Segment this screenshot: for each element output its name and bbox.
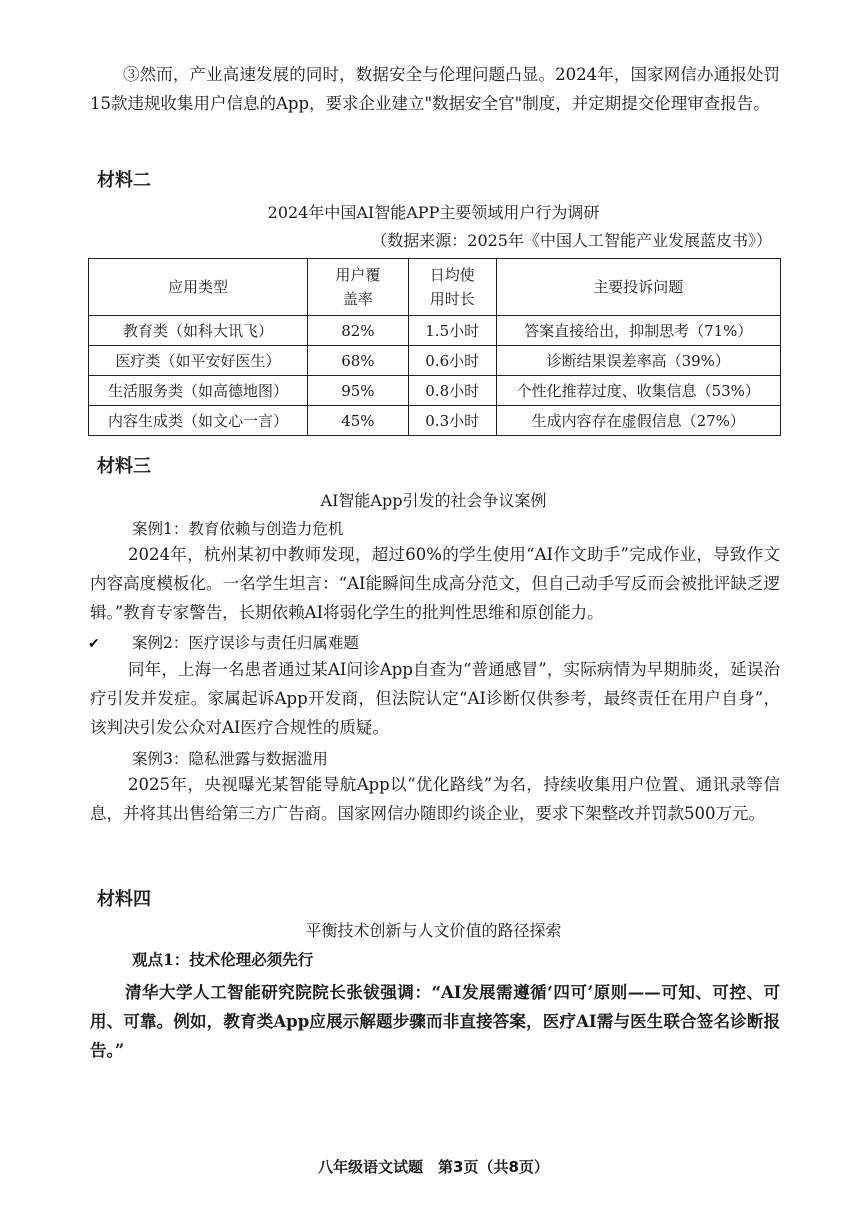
cell-daily-usage: 0.3小时 <box>408 406 496 436</box>
cell-app-type: 生活服务类（如高德地图） <box>89 376 308 406</box>
cell-coverage: 82% <box>307 316 408 346</box>
check-mark-icon: ✔ <box>88 636 100 652</box>
table-row <box>89 376 781 406</box>
cell-complaints: 答案直接给出，抑制思考（71%） <box>496 316 780 346</box>
survey-table <box>88 258 781 436</box>
header-coverage <box>307 259 408 316</box>
cell-complaints: 个性化推荐过度、收集信息（53%） <box>496 376 780 406</box>
table-row <box>89 406 781 436</box>
material2-data-source: （数据来源：2025年《中国人工智能产业发展蓝皮书》） <box>371 231 772 250</box>
case1-text: 2024年，杭州某初中教师发现，超过60%的学生使用“AI作文助手”完成作业，导致作文内容高度模板化。一名学生坦言：“AI能瞬间生成高分范文，但自己动手写反而会被批评缺乏逻辑。”教育专家警告，长期依赖AI将弱化学生的批判性思维和原创能力。 <box>90 545 780 622</box>
view1-text: 清华大学人工智能研究院院长张钹强调：“AI发展需遵循‘四可’原则——可知、可控、可用、可靠。例如，教育类App应展示解题步骤而非直接答案，医疗AI需与医生联合签名诊断报告。” <box>90 983 780 1060</box>
material2-heading: 材料二 <box>97 170 151 191</box>
table-row <box>89 346 781 376</box>
case2-title: 案例2：医疗误诊与责任归属难题 <box>132 634 359 652</box>
material4-heading: 材料四 <box>97 889 151 910</box>
cell-app-type: 内容生成类（如文心一言） <box>89 406 308 436</box>
cell-daily-usage: 1.5小时 <box>408 316 496 346</box>
cell-daily-usage: 0.6小时 <box>408 346 496 376</box>
cell-coverage: 68% <box>307 346 408 376</box>
material3-heading: 材料三 <box>97 456 151 477</box>
cell-complaints: 诊断结果误差率高（39%） <box>496 346 780 376</box>
case1-title: 案例1：教育依赖与创造力危机 <box>132 520 344 538</box>
header-daily-usage-text: 日均使用时长 <box>429 266 475 308</box>
cell-coverage: 95% <box>307 376 408 406</box>
header-coverage-text: 用户覆盖率 <box>335 266 381 308</box>
material1-paragraph-3: ③然而，产业高速发展的同时，数据安全与伦理问题凸显。2024年，国家网信办通报处罚15款违规收集用户信息的App，要求企业建立"数据安全官"制度，并定期提交伦理审查报告。 <box>90 65 780 113</box>
table-header-row <box>89 259 781 316</box>
cell-complaints: 生成内容存在虚假信息（27%） <box>496 406 780 436</box>
header-app-type: 应用类型 <box>89 259 308 316</box>
cell-coverage: 45% <box>307 406 408 436</box>
cell-daily-usage: 0.8小时 <box>408 376 496 406</box>
header-daily-usage <box>408 259 496 316</box>
cell-app-type: 教育类（如科大讯飞） <box>89 316 308 346</box>
case2-text: 同年，上海一名患者通过某AI问诊App自查为“普通感冒”，实际病情为早期肺炎，延误治疗引发并发症。家属起诉App开发商，但法院认定“AI诊断仅供参考，最终责任在用户自身”，该判决引发公众对AI医疗合规性的质疑。 <box>90 660 780 737</box>
case3-text: 2025年，央视曝光某智能导航App以“优化路线”为名，持续收集用户位置、通讯录等信息，并将其出售给第三方广告商。国家网信办随即约谈企业，要求下架整改并罚款500万元。 <box>90 775 780 823</box>
table-row <box>89 316 781 346</box>
material2-table-title: 2024年中国AI智能APP主要领域用户行为调研 <box>267 203 600 222</box>
cell-app-type: 医疗类（如平安好医生） <box>89 346 308 376</box>
case3-title: 案例3：隐私泄露与数据滥用 <box>132 750 328 768</box>
view1-title: 观点1：技术伦理必须先行 <box>132 950 314 969</box>
material3-title: AI智能App引发的社会争议案例 <box>320 491 547 510</box>
material4-title: 平衡技术创新与人文价值的路径探索 <box>305 921 562 940</box>
page-footer: 八年级语文试题 第3页（共8页） <box>318 1158 549 1176</box>
header-complaints: 主要投诉问题 <box>496 259 780 316</box>
